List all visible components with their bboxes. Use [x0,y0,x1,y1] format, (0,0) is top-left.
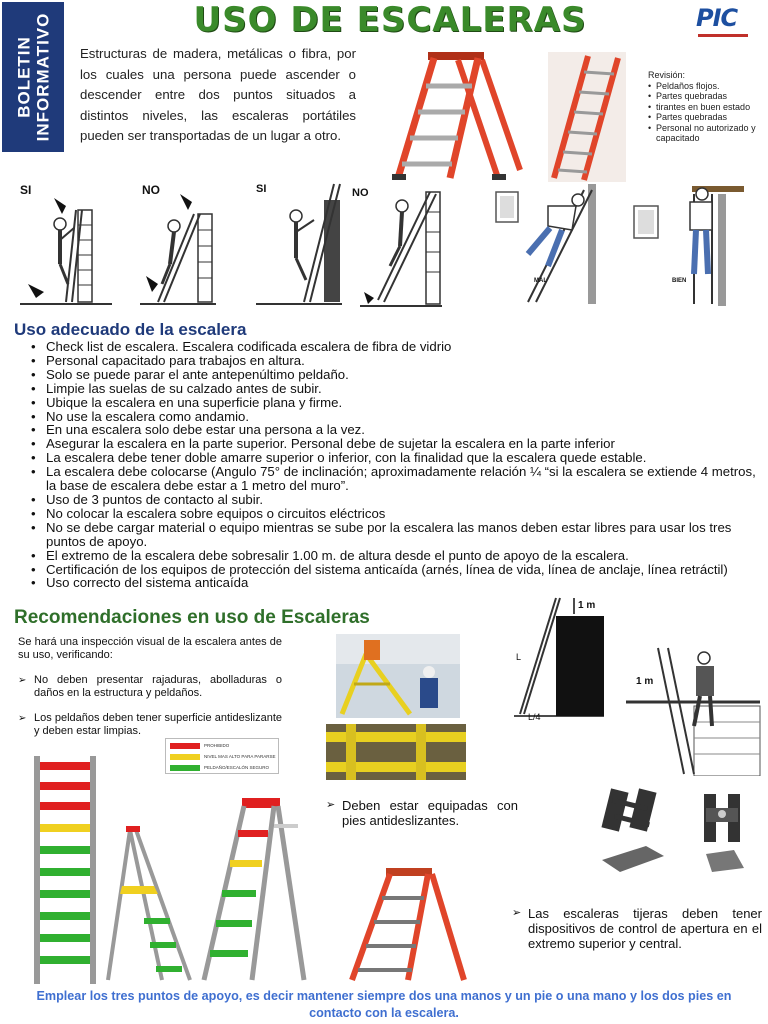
legend-row-nivel [170,752,276,761]
banner-line-1: BOLETIN [14,36,34,118]
list-item: • No se debe cargar material o equipo mientras se sube por la escalera las manos deben estar libres para usar los tres puntos de apoyo. [28,521,768,549]
list-item: • Personal capacitado para trabajos en altura. [28,354,768,368]
ladder-feet-hardware-illustration [594,784,762,884]
list-item: • Ubique la escalera en una superficie plana y firme. [28,396,768,410]
color-coded-tall-step-ladder [200,794,310,984]
arrow-bullet-icon: ➢ [18,713,27,724]
label-si-2: SI [256,183,267,195]
revision-item: • Personal no autorizado y capacitado [648,123,766,144]
list-item: • Asegurar la escalera en la parte superior. Personal debe de sujetar la escalera en la parte inferior [28,437,768,451]
arrow-bullet-icon: ➢ [326,799,336,811]
page-title: USO DE ESCALERAS [193,0,587,40]
logo-text: PIC [696,4,738,32]
revision-item: • Peldaños flojos. [648,81,766,92]
orange-step-ladder-bottom [344,866,470,984]
list-item: • Check list de escalera. Escalera codificada escalera de fibra de vidrio [28,340,768,354]
revision-item: • Partes quebradas [648,91,766,102]
list-item: • Uso correcto del sistema anticaída [28,576,768,590]
ladder-angle-diagram [494,592,614,722]
company-logo [690,4,756,44]
legend-swatch-red [170,743,200,749]
legend-label: PELDAÑO/ESCALÓN SEGURO [204,765,270,770]
worker-wrong-posture-figure [488,184,608,304]
color-coded-small-step-ladder [104,824,198,984]
label-one-meter-b: 1 m [636,676,654,687]
logo-underline [698,34,748,37]
recomendaciones-title: Recomendaciones en uso de Escaleras [14,607,370,628]
color-coded-extension-ladder [28,752,102,988]
legend-label: NIVEL MAS ALTO PARA PARARSE [204,754,276,759]
note-text: Las escaleras tijeras deben tener dispositivos de control de apertura en el extremo superior y central. [528,906,762,951]
arrow-bullet-icon: ➢ [512,907,522,919]
revision-item: • Partes quebradas [648,112,766,123]
list-item: • Uso de 3 puntos de contacto al subir. [28,493,768,507]
recomendacion-item [18,674,282,700]
worker-roof-access-diagram [624,640,762,776]
arrow-bullet-icon: ➢ [18,675,27,686]
workers-on-yellow-ladder-photo [336,634,460,718]
list-item: • La escalera debe tener doble amarre superior o inferior, con la finalidad que la escalera quede estable. [28,451,768,465]
orange-step-ladder-illustration [388,50,524,182]
legend-label: PROHIBIDO [204,743,230,748]
banner-line-2: INFORMATIVO [33,12,53,142]
climbing-incorrect-figure-2 [350,182,444,310]
intro-paragraph: Estructuras de madera, metálicas o fibra, por los cuales una persona puede ascender o descender entre dos puntos situados a distintos niveles, las escaleras portátiles pueden ser transportadas de un lugar a otro. [80,46,356,143]
climbing-correct-figure-2 [252,180,346,308]
label-si-1: SI [20,183,32,197]
recomendacion-item [18,712,282,738]
list-item: • Limpie las suelas de su calzado antes de subir. [28,382,768,396]
label-no-1: NO [142,183,160,197]
label-one-meter-a: 1 m [578,600,596,611]
extension-ladder-illustration [548,52,626,182]
boletin-banner [2,2,64,152]
worker-correct-posture-figure [632,184,762,306]
revision-title: Revisión: [648,70,686,80]
revision-item: • tirantes en buen estado [648,102,766,113]
step-color-legend [165,738,279,774]
uso-adecuado-list [28,340,768,590]
revision-checklist [648,70,766,144]
recomendacion-text: Los peldaños deben tener superficie antideslizante y deben estar limpias. [34,712,282,737]
note-text: Deben estar equipadas con pies antideslizantes. [342,798,518,828]
list-item: • El extremo de la escalera debe sobresalir 1.00 m. de altura desde el punto de apoyo de la escalera. [28,549,768,563]
label-no-2: NO [352,187,369,199]
list-item: • La escalera debe colocarse (Angulo 75° de inclinación; aproximadamente relación ¼ “si la escalera se extiende 4 metros, la base de escalera debe estar a 1 metro del muro”. [28,465,768,493]
recomendaciones-intro: Se hará una inspección visual de la escalera antes de su uso, verificando: [18,636,282,661]
label-bien: BIEN [672,278,687,284]
climbing-incorrect-figure-1 [136,180,220,308]
uso-adecuado-title: Uso adecuado de la escalera [14,320,247,339]
legend-swatch-yellow [170,754,200,760]
list-item: • En una escalera solo debe estar una persona a la vez. [28,423,768,437]
list-item: • No use la escalera como andamio. [28,410,768,424]
label-l: L [516,652,522,662]
list-item: • Solo se puede parar el ante antepenúltimo peldaño. [28,368,768,382]
legend-row-prohibido [170,741,229,750]
label-mal: MAL [534,278,547,284]
note-tijeras [512,906,762,951]
climbing-correct-figure-1 [16,180,120,308]
note-antideslizantes [326,798,518,828]
banner-text [14,13,52,142]
list-item: • Certificación de los equipos de protección del sistema anticaída (arnés, línea de vida, línea de anclaje, línea retráctil) [28,563,768,577]
legend-swatch-green [170,765,200,771]
recomendacion-text: No deben presentar rajaduras, abolladuras o daños en la estructura y peldaños. [34,674,282,699]
yellow-ladder-closeup-photo [326,724,466,780]
list-item: • No colocar la escalera sobre equipos o circuitos eléctricos [28,507,768,521]
legend-row-seguro [170,763,269,772]
label-l-quarter: L/4 [528,712,541,722]
footer-three-points-note: Emplear los tres puntos de apoyo, es decir mantener siempre dos una manos y un pie o una mano y los dos pies en contacto con la escalera. [36,989,732,1020]
